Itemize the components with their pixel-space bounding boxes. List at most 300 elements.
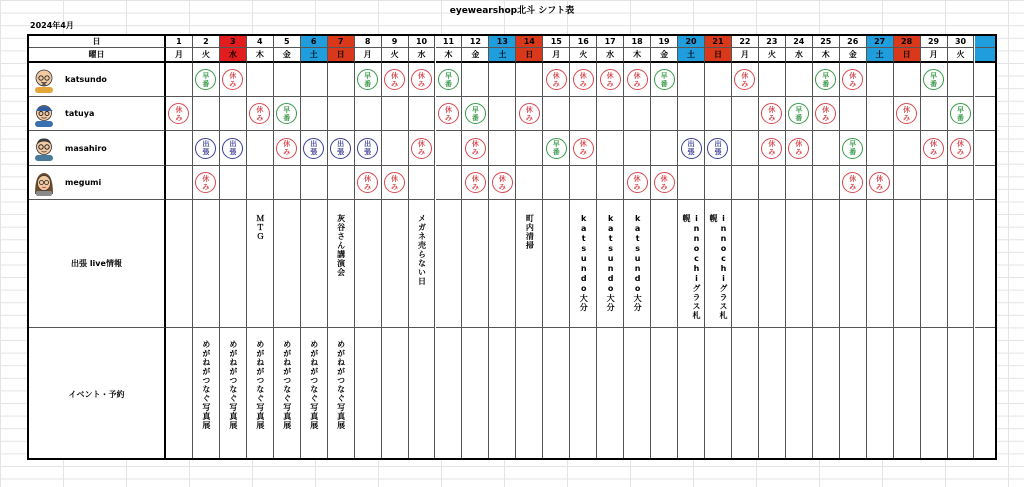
rest-stamp-char: 休 xyxy=(795,140,803,148)
shift-cell[interactable] xyxy=(597,166,624,200)
weekday-cell[interactable]: 土 xyxy=(867,48,894,63)
shift-cell[interactable] xyxy=(409,131,436,166)
shift-cell[interactable] xyxy=(651,131,678,166)
rest-stamp-char: 休 xyxy=(768,105,776,114)
man-glasses-avatar-icon xyxy=(33,135,55,161)
shift-cell[interactable] xyxy=(436,131,463,166)
weekday-cell[interactable]: 土 xyxy=(489,48,516,63)
shift-cell[interactable] xyxy=(543,97,570,131)
day-number-cell[interactable]: 24 xyxy=(786,36,813,48)
info-row-cell[interactable] xyxy=(193,200,220,328)
day-number-cell[interactable]: 26 xyxy=(840,36,867,48)
trip-stamp-char: 出 xyxy=(687,140,695,148)
shift-cell[interactable] xyxy=(274,97,301,131)
day-number-cell[interactable]: 10 xyxy=(409,36,436,48)
info-row-cell[interactable] xyxy=(678,200,705,328)
event-row-cell[interactable] xyxy=(705,328,732,460)
shift-cell[interactable] xyxy=(301,97,328,131)
shift-cell[interactable] xyxy=(894,97,921,131)
shift-cell[interactable] xyxy=(975,166,998,200)
weekday-cell[interactable]: 土 xyxy=(301,48,328,63)
event-row-cell[interactable] xyxy=(894,328,921,460)
weekday-cell[interactable]: 土 xyxy=(678,48,705,63)
shift-cell[interactable] xyxy=(220,166,247,200)
rest-stamp-char: み xyxy=(579,79,587,88)
shift-cell[interactable] xyxy=(247,97,274,131)
day-number-cell[interactable]: 25 xyxy=(813,36,840,48)
weekday-cell[interactable]: 月 xyxy=(166,48,193,63)
shift-cell[interactable] xyxy=(193,166,220,200)
shift-cell[interactable] xyxy=(462,166,489,200)
rest-stamp-char: 休 xyxy=(552,71,560,80)
shift-cell[interactable] xyxy=(489,131,516,166)
event-row-cell[interactable] xyxy=(786,328,813,460)
shift-cell[interactable] xyxy=(516,131,543,166)
sheet-title: eyewearshop北斗 シフト表 xyxy=(449,6,575,16)
shift-cell[interactable] xyxy=(894,131,921,166)
day-number-cell[interactable]: 2 xyxy=(193,36,220,48)
weekday-cell[interactable]: 金 xyxy=(274,48,301,63)
shift-cell[interactable] xyxy=(516,166,543,200)
event-row-cell[interactable] xyxy=(489,328,516,460)
shift-cell[interactable] xyxy=(651,97,678,131)
event-row-cell[interactable] xyxy=(516,328,543,460)
event-row-cell[interactable] xyxy=(624,328,651,460)
shift-cell[interactable] xyxy=(705,97,732,131)
shift-cell[interactable] xyxy=(220,131,247,166)
early-stamp-char: 番 xyxy=(660,79,668,88)
weekday-cell[interactable]: 木 xyxy=(247,48,274,63)
shift-cell[interactable] xyxy=(759,131,786,166)
shift-cell[interactable] xyxy=(705,63,732,97)
info-row-cell[interactable] xyxy=(328,200,355,328)
event-row-cell[interactable] xyxy=(759,328,786,460)
weekday-cell[interactable]: 金 xyxy=(651,48,678,63)
shift-cell[interactable] xyxy=(328,131,355,166)
rest-stamp-char: 休 xyxy=(391,71,399,80)
event-row-cell[interactable] xyxy=(732,328,759,460)
rest-stamp-char: み xyxy=(552,79,560,88)
shift-cell[interactable] xyxy=(543,166,570,200)
event-row-cell[interactable] xyxy=(867,328,894,460)
shift-cell[interactable] xyxy=(166,63,193,97)
shift-cell[interactable] xyxy=(382,131,409,166)
shift-cell[interactable] xyxy=(894,63,921,97)
info-row-entry: 灰谷さん講演会 xyxy=(336,214,346,277)
day-number-cell[interactable]: 16 xyxy=(570,36,597,48)
shift-cell[interactable] xyxy=(247,166,274,200)
shift-cell[interactable] xyxy=(570,131,597,166)
event-row-cell[interactable] xyxy=(462,328,489,460)
weekday-cell[interactable]: 日 xyxy=(516,48,543,63)
trip-stamp-char: 張 xyxy=(364,148,372,156)
shift-cell[interactable] xyxy=(786,131,813,166)
day-number-cell[interactable]: 1 xyxy=(166,36,193,48)
shift-cell[interactable] xyxy=(759,166,786,200)
shift-cell[interactable] xyxy=(570,97,597,131)
shift-cell[interactable] xyxy=(921,131,948,166)
shift-cell[interactable] xyxy=(382,63,409,97)
shift-cell[interactable] xyxy=(274,63,301,97)
shift-cell[interactable] xyxy=(436,97,463,131)
shift-cell[interactable] xyxy=(813,131,840,166)
shift-cell[interactable] xyxy=(597,63,624,97)
shift-cell[interactable] xyxy=(678,131,705,166)
shift-cell[interactable] xyxy=(409,63,436,97)
weekday-cell[interactable]: 火 xyxy=(382,48,409,63)
info-row-cell[interactable] xyxy=(247,200,274,328)
info-row-cell[interactable] xyxy=(166,200,193,328)
shift-cell[interactable] xyxy=(301,166,328,200)
day-number-cell[interactable] xyxy=(975,36,998,48)
day-number-cell[interactable]: 4 xyxy=(247,36,274,48)
shift-cell[interactable] xyxy=(651,63,678,97)
day-number-cell[interactable]: 18 xyxy=(624,36,651,48)
rest-stamp-char: 休 xyxy=(229,71,237,80)
shift-cell[interactable] xyxy=(328,97,355,131)
shift-cell[interactable] xyxy=(247,131,274,166)
rest-stamp-char: 休 xyxy=(957,140,965,148)
shift-cell[interactable] xyxy=(975,131,998,166)
info-row-cell[interactable] xyxy=(840,200,867,328)
event-row-entry: めがねがつなぐ写真展 xyxy=(336,340,346,430)
rest-stamp-char: 休 xyxy=(202,174,210,183)
shift-cell[interactable] xyxy=(247,63,274,97)
info-row-cell[interactable] xyxy=(894,200,921,328)
info-row-cell[interactable] xyxy=(462,200,489,328)
shift-cell[interactable] xyxy=(705,166,732,200)
event-row-cell[interactable] xyxy=(328,328,355,460)
rest-stamp-char: み xyxy=(498,182,506,191)
event-row-cell[interactable] xyxy=(220,328,247,460)
weekday-cell[interactable]: 火 xyxy=(570,48,597,63)
info-row-cell[interactable] xyxy=(948,200,975,328)
weekday-cell[interactable]: 金 xyxy=(462,48,489,63)
day-number-cell[interactable]: 3 xyxy=(220,36,247,48)
event-row-cell[interactable] xyxy=(813,328,840,460)
shift-cell[interactable] xyxy=(436,166,463,200)
rest-stamp xyxy=(923,138,944,159)
info-row-cell[interactable] xyxy=(705,200,732,328)
shift-cell[interactable] xyxy=(570,166,597,200)
weekday-cell[interactable]: 木 xyxy=(436,48,463,63)
shift-cell[interactable] xyxy=(813,63,840,97)
shift-cell[interactable] xyxy=(166,97,193,131)
shift-cell[interactable] xyxy=(355,97,382,131)
shift-cell[interactable] xyxy=(355,131,382,166)
weekday-cell[interactable]: 木 xyxy=(813,48,840,63)
rest-stamp xyxy=(654,172,675,193)
info-row-cell[interactable] xyxy=(516,200,543,328)
rest-stamp-char: 休 xyxy=(418,71,426,80)
event-row-cell[interactable] xyxy=(975,328,998,460)
weekday-cell[interactable]: 水 xyxy=(409,48,436,63)
early-stamp-char: 早 xyxy=(202,71,210,80)
day-number-cell[interactable]: 15 xyxy=(543,36,570,48)
rest-stamp-char: 休 xyxy=(579,71,587,80)
shift-cell[interactable] xyxy=(301,131,328,166)
weekday-cell[interactable]: 金 xyxy=(840,48,867,63)
shift-cell[interactable] xyxy=(867,63,894,97)
shift-cell[interactable] xyxy=(462,63,489,97)
shift-cell[interactable] xyxy=(462,97,489,131)
event-row-cell[interactable] xyxy=(651,328,678,460)
shift-cell[interactable] xyxy=(301,63,328,97)
shift-cell[interactable] xyxy=(489,97,516,131)
shift-cell[interactable] xyxy=(678,97,705,131)
shift-cell[interactable] xyxy=(840,97,867,131)
shift-cell[interactable] xyxy=(948,63,975,97)
rest-stamp-char: 休 xyxy=(741,71,749,80)
weekday-cell[interactable]: 木 xyxy=(624,48,651,63)
shift-cell[interactable] xyxy=(355,166,382,200)
info-row-entry: ＭＴＧ xyxy=(255,214,265,241)
shift-cell[interactable] xyxy=(759,97,786,131)
early-stamp-char: 早 xyxy=(444,71,452,80)
shift-cell[interactable] xyxy=(867,97,894,131)
info-row-cell[interactable] xyxy=(813,200,840,328)
shift-cell[interactable] xyxy=(543,63,570,97)
event-row-cell[interactable] xyxy=(840,328,867,460)
shift-cell[interactable] xyxy=(193,63,220,97)
shift-cell[interactable] xyxy=(786,97,813,131)
shift-cell[interactable] xyxy=(409,97,436,131)
rest-stamp-char: 休 xyxy=(930,140,938,148)
shift-cell[interactable] xyxy=(570,63,597,97)
shift-cell[interactable] xyxy=(624,131,651,166)
info-row-cell[interactable] xyxy=(436,200,463,328)
shift-cell[interactable] xyxy=(274,131,301,166)
event-row-cell[interactable] xyxy=(247,328,274,460)
shift-cell[interactable] xyxy=(732,97,759,131)
info-row-entry: katsundo大分 xyxy=(606,214,616,312)
early-stamp xyxy=(815,69,836,90)
weekday-cell[interactable]: 火 xyxy=(193,48,220,63)
weekday-cell[interactable]: 火 xyxy=(948,48,975,63)
event-row-cell[interactable] xyxy=(436,328,463,460)
info-row-cell[interactable] xyxy=(543,200,570,328)
info-row-cell[interactable] xyxy=(759,200,786,328)
cap-man-glasses-avatar-icon xyxy=(33,101,55,127)
event-row-cell[interactable] xyxy=(382,328,409,460)
shift-cell[interactable] xyxy=(867,166,894,200)
event-row-cell[interactable] xyxy=(166,328,193,460)
shift-cell[interactable] xyxy=(705,131,732,166)
shift-cell[interactable] xyxy=(921,97,948,131)
shift-cell[interactable] xyxy=(732,131,759,166)
weekday-cell[interactable]: 水 xyxy=(220,48,247,63)
shift-cell[interactable] xyxy=(166,131,193,166)
day-number-cell[interactable]: 21 xyxy=(705,36,732,48)
day-number-cell[interactable]: 29 xyxy=(921,36,948,48)
event-row-cell[interactable] xyxy=(678,328,705,460)
shift-cell[interactable] xyxy=(355,63,382,97)
day-number-cell[interactable]: 23 xyxy=(759,36,786,48)
rest-stamp xyxy=(788,138,809,159)
weekday-cell[interactable]: 日 xyxy=(705,48,732,63)
shift-cell[interactable] xyxy=(274,166,301,200)
shift-cell[interactable] xyxy=(516,63,543,97)
shift-cell[interactable] xyxy=(382,166,409,200)
info-row-cell[interactable] xyxy=(409,200,436,328)
info-row-cell[interactable] xyxy=(220,200,247,328)
shift-cell[interactable] xyxy=(813,97,840,131)
weekday-cell[interactable] xyxy=(975,48,998,63)
info-row-cell[interactable] xyxy=(597,200,624,328)
day-number-cell[interactable]: 27 xyxy=(867,36,894,48)
shift-cell[interactable] xyxy=(516,97,543,131)
event-row-cell[interactable] xyxy=(570,328,597,460)
info-row-cell[interactable] xyxy=(975,200,998,328)
event-row-cell[interactable] xyxy=(921,328,948,460)
shift-cell[interactable] xyxy=(462,131,489,166)
shift-cell[interactable] xyxy=(328,166,355,200)
rest-stamp-char: 休 xyxy=(876,174,884,183)
shift-cell[interactable] xyxy=(651,166,678,200)
event-row-cell[interactable] xyxy=(948,328,975,460)
info-row-cell[interactable] xyxy=(301,200,328,328)
shift-cell[interactable] xyxy=(624,166,651,200)
shift-cell[interactable] xyxy=(543,131,570,166)
rest-stamp xyxy=(869,172,890,193)
info-row-cell[interactable] xyxy=(921,200,948,328)
info-row-cell[interactable] xyxy=(570,200,597,328)
event-row-cell[interactable] xyxy=(274,328,301,460)
rest-stamp xyxy=(249,103,270,124)
shift-cell[interactable] xyxy=(948,131,975,166)
event-row-cell[interactable] xyxy=(409,328,436,460)
day-number-cell[interactable]: 11 xyxy=(436,36,463,48)
shift-cell[interactable] xyxy=(921,166,948,200)
shift-cell[interactable] xyxy=(678,166,705,200)
shift-cell[interactable] xyxy=(840,63,867,97)
shift-cell[interactable] xyxy=(382,97,409,131)
shift-cell[interactable] xyxy=(732,63,759,97)
weekday-cell[interactable]: 日 xyxy=(894,48,921,63)
day-number-cell[interactable]: 9 xyxy=(382,36,409,48)
rest-stamp xyxy=(357,172,378,193)
woman-glasses-avatar-icon xyxy=(33,170,55,196)
shift-cell[interactable] xyxy=(436,63,463,97)
shift-cell[interactable] xyxy=(489,166,516,200)
weekday-cell[interactable]: 月 xyxy=(732,48,759,63)
event-row-cell[interactable] xyxy=(355,328,382,460)
info-row-cell[interactable] xyxy=(624,200,651,328)
weekday-cell[interactable]: 火 xyxy=(759,48,786,63)
info-row-cell[interactable] xyxy=(355,200,382,328)
early-stamp xyxy=(276,103,297,124)
rest-stamp-char: み xyxy=(849,79,857,88)
shift-cell[interactable] xyxy=(624,97,651,131)
staff-name: masahiro xyxy=(65,143,107,153)
shift-cell[interactable] xyxy=(220,97,247,131)
info-row-cell[interactable] xyxy=(786,200,813,328)
info-row-cell[interactable] xyxy=(651,200,678,328)
day-number-cell[interactable]: 14 xyxy=(516,36,543,48)
day-number-cell[interactable]: 19 xyxy=(651,36,678,48)
shift-cell[interactable] xyxy=(867,131,894,166)
event-row-cell[interactable] xyxy=(193,328,220,460)
shift-cell[interactable] xyxy=(166,166,193,200)
shift-cell[interactable] xyxy=(786,166,813,200)
shift-cell[interactable] xyxy=(921,63,948,97)
weekday-cell[interactable]: 月 xyxy=(921,48,948,63)
trip-stamp-char: 張 xyxy=(229,148,237,156)
rest-stamp-char: 休 xyxy=(418,140,426,148)
day-number-cell[interactable]: 8 xyxy=(355,36,382,48)
shift-cell[interactable] xyxy=(948,166,975,200)
rest-stamp xyxy=(627,172,648,193)
shift-cell[interactable] xyxy=(975,97,998,131)
shift-cell[interactable] xyxy=(840,166,867,200)
day-number-cell[interactable]: 20 xyxy=(678,36,705,48)
weekday-cell[interactable]: 日 xyxy=(328,48,355,63)
early-stamp xyxy=(654,69,675,90)
shift-cell[interactable] xyxy=(678,63,705,97)
early-stamp-char: 早 xyxy=(795,105,803,114)
shift-cell[interactable] xyxy=(193,97,220,131)
event-row-cell[interactable] xyxy=(597,328,624,460)
rest-stamp-char: 休 xyxy=(849,174,857,183)
shift-cell[interactable] xyxy=(220,63,247,97)
event-row-cell[interactable] xyxy=(301,328,328,460)
info-row-cell[interactable] xyxy=(382,200,409,328)
shift-cell[interactable] xyxy=(786,63,813,97)
day-number-cell[interactable]: 22 xyxy=(732,36,759,48)
early-stamp-char: 早 xyxy=(930,71,938,80)
weekday-cell[interactable]: 水 xyxy=(597,48,624,63)
shift-cell[interactable] xyxy=(489,63,516,97)
day-number-cell[interactable]: 7 xyxy=(328,36,355,48)
day-number-cell[interactable]: 12 xyxy=(462,36,489,48)
day-number-cell[interactable]: 28 xyxy=(894,36,921,48)
rest-stamp-char: 休 xyxy=(606,71,614,80)
info-row-cell[interactable] xyxy=(489,200,516,328)
info-row-cell[interactable] xyxy=(732,200,759,328)
shift-cell[interactable] xyxy=(759,63,786,97)
rest-stamp-char: 休 xyxy=(849,71,857,80)
weekday-cell[interactable]: 月 xyxy=(355,48,382,63)
early-stamp-char: 番 xyxy=(930,79,938,88)
early-stamp xyxy=(195,69,216,90)
shift-cell[interactable] xyxy=(813,166,840,200)
shift-cell[interactable] xyxy=(948,97,975,131)
rest-stamp-char: み xyxy=(471,148,479,156)
shift-cell[interactable] xyxy=(975,63,998,97)
shift-cell[interactable] xyxy=(894,166,921,200)
shift-cell[interactable] xyxy=(328,63,355,97)
shift-cell[interactable] xyxy=(597,131,624,166)
event-row-cell[interactable] xyxy=(543,328,570,460)
info-row-cell[interactable] xyxy=(274,200,301,328)
day-number-cell[interactable]: 6 xyxy=(301,36,328,48)
day-number-cell[interactable]: 5 xyxy=(274,36,301,48)
day-number-cell[interactable]: 30 xyxy=(948,36,975,48)
shift-cell[interactable] xyxy=(409,166,436,200)
weekday-cell[interactable]: 水 xyxy=(786,48,813,63)
shift-cell[interactable] xyxy=(597,97,624,131)
trip-stamp-char: 出 xyxy=(229,140,237,148)
info-row-cell[interactable] xyxy=(867,200,894,328)
shift-cell[interactable] xyxy=(193,131,220,166)
weekday-cell[interactable]: 月 xyxy=(543,48,570,63)
shift-cell[interactable] xyxy=(840,131,867,166)
shift-cell[interactable] xyxy=(624,63,651,97)
day-number-cell[interactable]: 17 xyxy=(597,36,624,48)
day-number-cell[interactable]: 13 xyxy=(489,36,516,48)
shift-cell[interactable] xyxy=(732,166,759,200)
month-label: 2024年4月 xyxy=(30,21,74,30)
